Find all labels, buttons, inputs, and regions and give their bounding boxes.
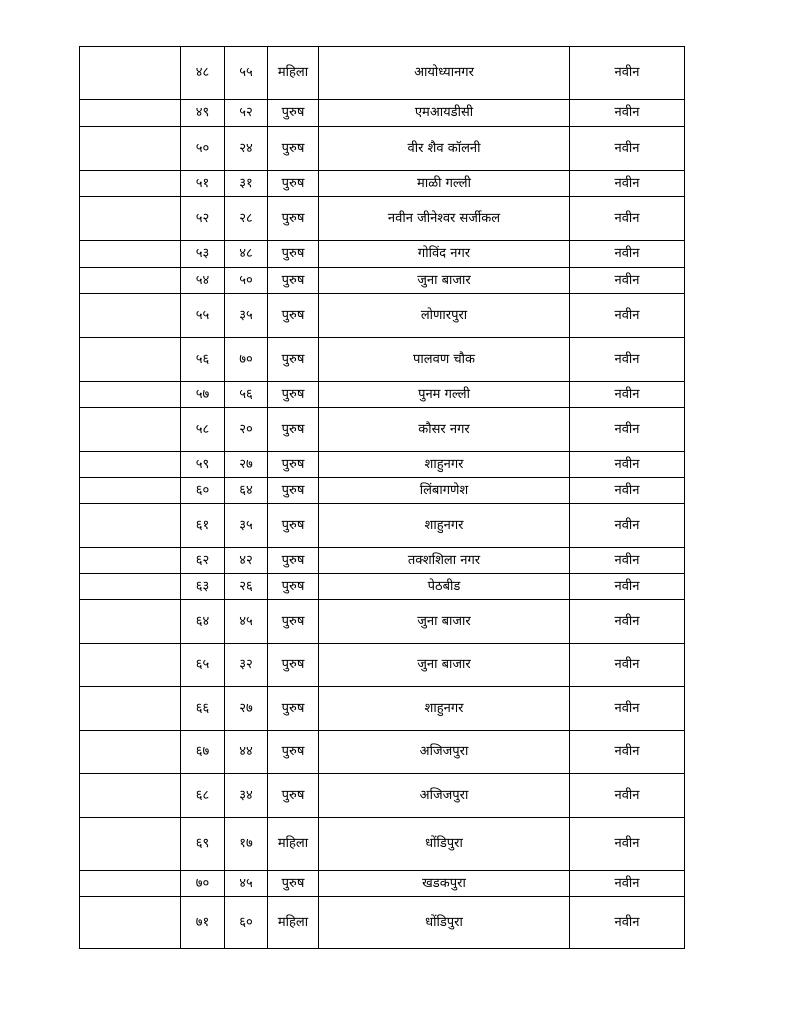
status-cell: नवीन: [570, 100, 685, 127]
serial-number-cell: ६६: [181, 687, 225, 731]
gender-cell: पुरुष: [268, 774, 319, 818]
table-row: [80, 871, 685, 897]
age-cell: २०: [225, 408, 268, 452]
serial-number-cell: ६७: [181, 731, 225, 774]
records-table-body: [80, 47, 685, 949]
gender-cell: पुरुष: [268, 478, 319, 504]
place-cell: शाहुनगर: [319, 687, 570, 731]
age-cell: २८: [225, 197, 268, 241]
serial-number-cell: ५१: [181, 171, 225, 197]
place-cell: जुना बाजार: [319, 644, 570, 687]
status-cell: नवीन: [570, 197, 685, 241]
status-cell: नवीन: [570, 338, 685, 382]
table-row: [80, 731, 685, 774]
serial-number-cell: ७०: [181, 871, 225, 897]
place-cell: शाहुनगर: [319, 452, 570, 478]
table-row: [80, 644, 685, 687]
status-cell: नवीन: [570, 574, 685, 600]
table-row: [80, 338, 685, 382]
serial-number-cell: ६०: [181, 478, 225, 504]
gender-cell: पुरुष: [268, 241, 319, 268]
place-cell: जुना बाजार: [319, 268, 570, 294]
serial-number-cell: ४८: [181, 47, 225, 100]
blank-cell: [80, 600, 181, 644]
place-cell: धोंडिपुरा: [319, 818, 570, 871]
gender-cell: पुरुष: [268, 408, 319, 452]
age-cell: ६०: [225, 897, 268, 949]
table-row: [80, 382, 685, 408]
table-row: [80, 600, 685, 644]
blank-cell: [80, 504, 181, 548]
place-cell: पालवण चौक: [319, 338, 570, 382]
serial-number-cell: ६३: [181, 574, 225, 600]
gender-cell: पुरुष: [268, 268, 319, 294]
blank-cell: [80, 294, 181, 338]
place-cell: नवीन जीनेश्वर सर्जीकल: [319, 197, 570, 241]
age-cell: ३१: [225, 171, 268, 197]
age-cell: ४४: [225, 731, 268, 774]
status-cell: नवीन: [570, 382, 685, 408]
place-cell: माळी गल्ली: [319, 171, 570, 197]
serial-number-cell: ६८: [181, 774, 225, 818]
age-cell: २७: [225, 687, 268, 731]
gender-cell: पुरुष: [268, 644, 319, 687]
table-row: [80, 897, 685, 949]
serial-number-cell: ६५: [181, 644, 225, 687]
age-cell: २७: [225, 452, 268, 478]
age-cell: २६: [225, 574, 268, 600]
status-cell: नवीन: [570, 774, 685, 818]
age-cell: ३५: [225, 294, 268, 338]
status-cell: नवीन: [570, 548, 685, 574]
blank-cell: [80, 644, 181, 687]
status-cell: नवीन: [570, 294, 685, 338]
table-row: [80, 774, 685, 818]
age-cell: ४५: [225, 871, 268, 897]
gender-cell: पुरुष: [268, 574, 319, 600]
place-cell: कौसर नगर: [319, 408, 570, 452]
blank-cell: [80, 548, 181, 574]
place-cell: धोंडिपुरा: [319, 897, 570, 949]
table-row: [80, 818, 685, 871]
gender-cell: पुरुष: [268, 548, 319, 574]
age-cell: ४५: [225, 600, 268, 644]
serial-number-cell: ५७: [181, 382, 225, 408]
table-row: [80, 171, 685, 197]
place-cell: लिंबागणेश: [319, 478, 570, 504]
status-cell: नवीन: [570, 127, 685, 171]
gender-cell: पुरुष: [268, 197, 319, 241]
place-cell: गोविंद नगर: [319, 241, 570, 268]
place-cell: पुनम गल्ली: [319, 382, 570, 408]
table-row: [80, 294, 685, 338]
blank-cell: [80, 241, 181, 268]
table-row: [80, 127, 685, 171]
age-cell: ५२: [225, 100, 268, 127]
age-cell: १७: [225, 818, 268, 871]
table-row: [80, 408, 685, 452]
status-cell: नवीन: [570, 452, 685, 478]
table-row: [80, 268, 685, 294]
gender-cell: पुरुष: [268, 504, 319, 548]
status-cell: नवीन: [570, 687, 685, 731]
serial-number-cell: ५३: [181, 241, 225, 268]
serial-number-cell: ४९: [181, 100, 225, 127]
blank-cell: [80, 268, 181, 294]
status-cell: नवीन: [570, 871, 685, 897]
place-cell: अजिजपुरा: [319, 731, 570, 774]
table-row: [80, 241, 685, 268]
serial-number-cell: ५८: [181, 408, 225, 452]
gender-cell: महिला: [268, 47, 319, 100]
blank-cell: [80, 478, 181, 504]
blank-cell: [80, 47, 181, 100]
status-cell: नवीन: [570, 478, 685, 504]
age-cell: ५५: [225, 47, 268, 100]
table-row: [80, 100, 685, 127]
age-cell: ७०: [225, 338, 268, 382]
table-row: [80, 548, 685, 574]
blank-cell: [80, 774, 181, 818]
status-cell: नवीन: [570, 408, 685, 452]
table-row: [80, 452, 685, 478]
place-cell: शाहुनगर: [319, 504, 570, 548]
age-cell: ५०: [225, 268, 268, 294]
gender-cell: पुरुष: [268, 338, 319, 382]
status-cell: नवीन: [570, 644, 685, 687]
blank-cell: [80, 127, 181, 171]
serial-number-cell: ५५: [181, 294, 225, 338]
gender-cell: पुरुष: [268, 382, 319, 408]
age-cell: ४२: [225, 548, 268, 574]
blank-cell: [80, 731, 181, 774]
serial-number-cell: ५२: [181, 197, 225, 241]
blank-cell: [80, 338, 181, 382]
gender-cell: पुरुष: [268, 171, 319, 197]
status-cell: नवीन: [570, 268, 685, 294]
serial-number-cell: ६२: [181, 548, 225, 574]
serial-number-cell: ५४: [181, 268, 225, 294]
place-cell: पेठबीड: [319, 574, 570, 600]
serial-number-cell: ५०: [181, 127, 225, 171]
gender-cell: महिला: [268, 897, 319, 949]
blank-cell: [80, 574, 181, 600]
age-cell: ३२: [225, 644, 268, 687]
place-cell: तक्शशिला नगर: [319, 548, 570, 574]
table-row: [80, 197, 685, 241]
place-cell: खडकपुरा: [319, 871, 570, 897]
gender-cell: पुरुष: [268, 452, 319, 478]
place-cell: लोणारपुरा: [319, 294, 570, 338]
table-row: [80, 478, 685, 504]
status-cell: नवीन: [570, 897, 685, 949]
records-table: [79, 46, 685, 949]
status-cell: नवीन: [570, 47, 685, 100]
place-cell: आयोध्यानगर: [319, 47, 570, 100]
table-row: [80, 504, 685, 548]
gender-cell: पुरुष: [268, 731, 319, 774]
serial-number-cell: ६१: [181, 504, 225, 548]
status-cell: नवीन: [570, 818, 685, 871]
blank-cell: [80, 818, 181, 871]
table-row: [80, 687, 685, 731]
gender-cell: पुरुष: [268, 127, 319, 171]
age-cell: ६४: [225, 478, 268, 504]
age-cell: ४८: [225, 241, 268, 268]
status-cell: नवीन: [570, 731, 685, 774]
blank-cell: [80, 452, 181, 478]
blank-cell: [80, 687, 181, 731]
place-cell: वीर शैव कॉलनी: [319, 127, 570, 171]
gender-cell: पुरुष: [268, 294, 319, 338]
gender-cell: पुरुष: [268, 600, 319, 644]
table-row: [80, 47, 685, 100]
blank-cell: [80, 382, 181, 408]
serial-number-cell: ६९: [181, 818, 225, 871]
place-cell: एमआयडीसी: [319, 100, 570, 127]
blank-cell: [80, 897, 181, 949]
gender-cell: पुरुष: [268, 100, 319, 127]
serial-number-cell: ५६: [181, 338, 225, 382]
age-cell: २४: [225, 127, 268, 171]
blank-cell: [80, 197, 181, 241]
age-cell: ३५: [225, 504, 268, 548]
status-cell: नवीन: [570, 171, 685, 197]
gender-cell: पुरुष: [268, 687, 319, 731]
serial-number-cell: ५९: [181, 452, 225, 478]
gender-cell: पुरुष: [268, 871, 319, 897]
gender-cell: महिला: [268, 818, 319, 871]
blank-cell: [80, 171, 181, 197]
serial-number-cell: ७१: [181, 897, 225, 949]
place-cell: जुना बाजार: [319, 600, 570, 644]
table-row: [80, 574, 685, 600]
age-cell: ५६: [225, 382, 268, 408]
blank-cell: [80, 871, 181, 897]
status-cell: नवीन: [570, 600, 685, 644]
status-cell: नवीन: [570, 241, 685, 268]
serial-number-cell: ६४: [181, 600, 225, 644]
place-cell: अजिजपुरा: [319, 774, 570, 818]
status-cell: नवीन: [570, 504, 685, 548]
blank-cell: [80, 100, 181, 127]
age-cell: ३४: [225, 774, 268, 818]
blank-cell: [80, 408, 181, 452]
